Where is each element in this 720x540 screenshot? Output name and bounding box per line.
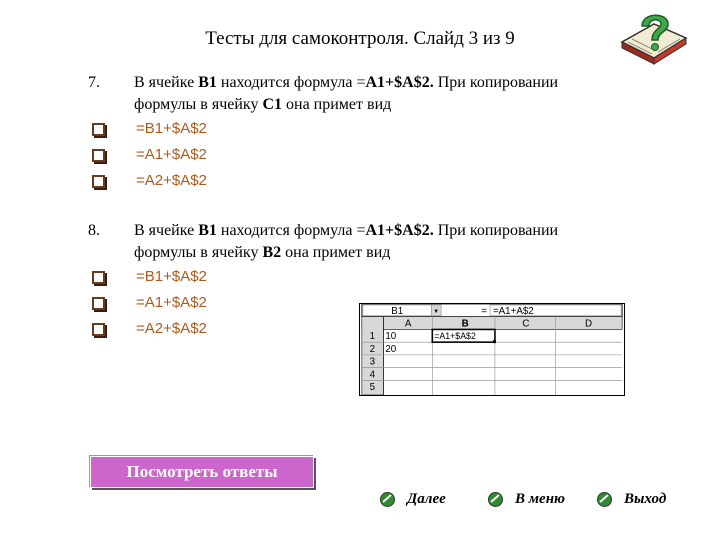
green-bullet-icon	[379, 491, 396, 508]
checkbox-icon[interactable]	[92, 297, 105, 310]
checkbox-icon[interactable]	[92, 123, 105, 136]
question-text	[134, 220, 654, 264]
question-number: 7.	[88, 74, 100, 91]
spreadsheet-image	[359, 303, 625, 396]
cell-b1: =A1+$A$2	[434, 331, 476, 342]
show-answers-button[interactable]: Посмотреть ответы	[90, 456, 314, 488]
answer-label: =A1+$A$2	[136, 294, 207, 311]
question-line: В ячейке B1 находится формула =A1+$A$2. При копировании	[134, 74, 559, 91]
slide-title: Тесты для самоконтроля. Слайд 3 из 9	[205, 28, 515, 49]
checkbox-icon[interactable]	[92, 323, 105, 336]
answer-label: =B1+$A$2	[136, 120, 207, 137]
green-bullet-icon	[487, 491, 504, 508]
column-header: D	[584, 318, 593, 330]
formula-text: =A1+A$2	[492, 305, 534, 317]
column-header: B	[461, 318, 469, 330]
cell-a2: 20	[385, 343, 397, 355]
question-line: формулы в ячейку B2 она примет вид	[134, 244, 391, 261]
answer-label: =A2+$A$2	[136, 172, 207, 189]
exit-label: Выход	[624, 491, 667, 507]
formula-equals: =	[481, 305, 487, 317]
checkbox-icon[interactable]	[92, 149, 105, 162]
menu-label: В меню	[515, 491, 565, 507]
checkbox-icon[interactable]	[92, 175, 105, 188]
book-question-icon	[618, 8, 690, 72]
row-header: 2	[369, 343, 376, 355]
row-header: 1	[369, 331, 376, 343]
question-number: 8.	[88, 222, 100, 239]
checkbox-icon[interactable]	[92, 271, 105, 284]
column-header: C	[522, 318, 530, 330]
green-bullet-icon	[596, 491, 613, 508]
answer-label: =A1+$A$2	[136, 146, 207, 163]
next-label: Далее	[407, 491, 446, 507]
question-line: В ячейке B1 находится формула =A1+$A$2. При копировании	[134, 222, 559, 239]
column-header: A	[404, 318, 412, 330]
row-header: 5	[369, 382, 376, 394]
row-header: 4	[369, 369, 376, 381]
answer-label: =B1+$A$2	[136, 268, 207, 285]
question-text	[134, 72, 654, 116]
answer-label: =A2+$A$2	[136, 320, 207, 337]
chevron-down-icon: ▼	[433, 308, 440, 315]
name-box-text: B1	[391, 305, 404, 317]
row-header: 3	[369, 356, 376, 368]
cell-a1: 10	[385, 331, 397, 343]
question-line: формулы в ячейку C1 она примет вид	[134, 96, 392, 113]
